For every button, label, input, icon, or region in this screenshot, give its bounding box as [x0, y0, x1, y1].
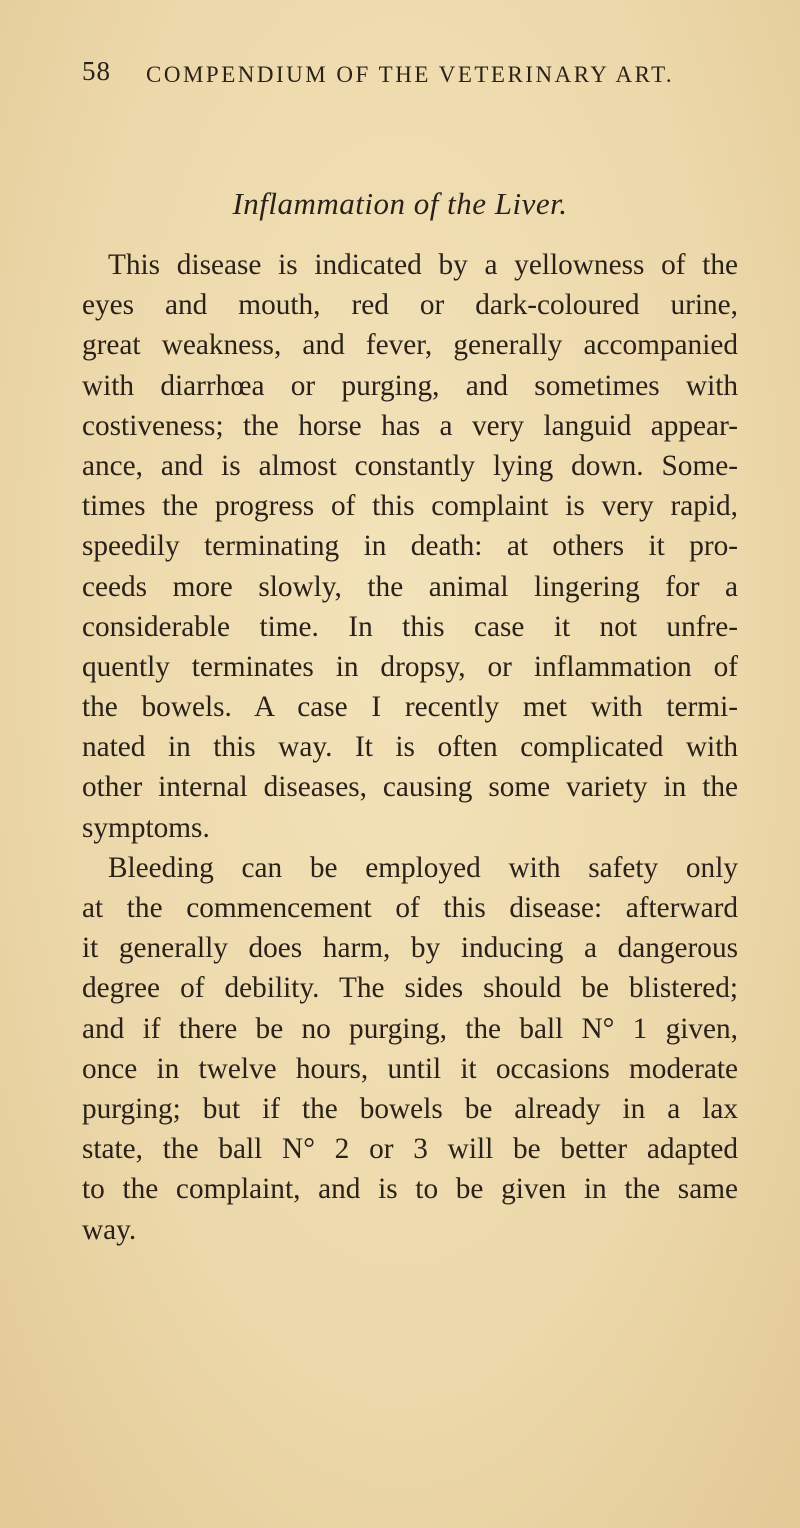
text-line: with diarrhœa or purging, and sometimes with [82, 369, 738, 402]
text-line: way. [82, 1213, 137, 1246]
text-line: and if there be no purging, the ball N° 1 given, [82, 1012, 738, 1045]
text-line: symptoms. [82, 811, 210, 844]
text-line: the bowels. A case I recently met with termi- [82, 691, 738, 724]
body-text [82, 245, 738, 1250]
text-line: considerable time. In this case it not unfre- [82, 610, 738, 643]
text-line: it generally does harm, by inducing a dangerous [82, 932, 738, 965]
text-line: This disease is indicated by a yellowness of the [108, 249, 738, 281]
text-line: quently terminates in dropsy, or inflammation of [82, 650, 738, 683]
text-line: costiveness; the horse has a very languid appear- [82, 409, 738, 442]
text-line: other internal diseases, causing some variety in the [82, 771, 738, 804]
running-title: COMPENDIUM OF THE VETERINARY ART. [146, 62, 675, 87]
text-line: at the commencement of this disease: afterward [82, 892, 738, 924]
paragraph-1 [82, 245, 738, 848]
text-line: to the complaint, and is to be given in the same [82, 1173, 738, 1206]
text-line: purging; but if the bowels be already in a lax [82, 1092, 738, 1125]
page-number: 58 [82, 56, 111, 86]
text-line: nated in this way. It is often complicated with [82, 731, 738, 764]
text-line: ceeds more slowly, the animal lingering for a [82, 570, 738, 603]
text-line: degree of debility. The sides should be blistered; [82, 972, 738, 1005]
text-line: great weakness, and fever, generally accompanied [82, 329, 738, 362]
text-line: state, the ball N° 2 or 3 will be better adapted [82, 1133, 738, 1166]
section-heading: Inflammation of the Liver. [232, 186, 568, 221]
paragraph-2 [82, 848, 738, 1250]
text-line: once in twelve hours, until it occasions moderate [82, 1052, 738, 1085]
text-line: ance, and is almost constantly lying down. Some- [82, 449, 738, 482]
text-line: eyes and mouth, red or dark-coloured urine, [82, 289, 738, 322]
text-line: speedily terminating in death: at others it pro- [82, 530, 738, 563]
text-line: times the progress of this complaint is very rapid, [82, 490, 738, 523]
running-head [82, 56, 722, 102]
text-line: Bleeding can be employed with safety only [108, 851, 738, 884]
